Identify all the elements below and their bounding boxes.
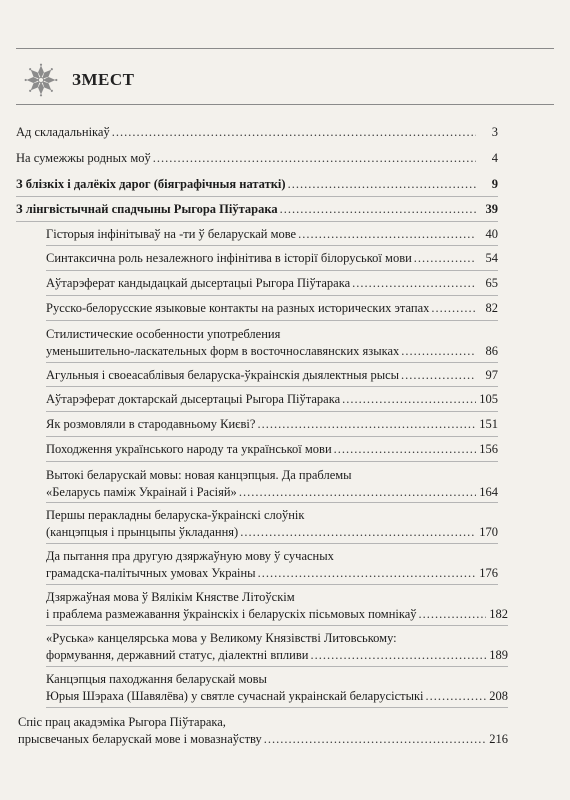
toc-entry-title-line: Да пытання пра другую дзяржаўную мову ў сучасных — [46, 549, 334, 563]
toc-entry-title: прысвечаных беларускай мове і мовазнаўству — [18, 732, 262, 746]
toc-entry-page: 97 — [485, 368, 498, 382]
toc-entry-title: Агульныя і своеасаблівыя беларуска-ўкраінскія дыялектныя рысы — [46, 368, 400, 382]
entry-divider — [46, 543, 498, 544]
toc-entry-title: «Беларусь паміж Украінай і Расіяй» — [46, 485, 237, 499]
dot-leader — [257, 416, 476, 433]
toc-entry-page: 182 — [489, 607, 508, 621]
entry-divider — [16, 196, 498, 197]
toc-entry-page: 208 — [489, 689, 508, 703]
toc-entry-title: грамадска-палітычных умовах Украіны — [46, 566, 256, 580]
toc-entry-page: 189 — [489, 648, 508, 662]
toc-entry-page: 9 — [491, 177, 498, 191]
toc-entry-page: 164 — [479, 485, 498, 499]
entry-divider — [46, 707, 508, 708]
entry-divider — [46, 386, 498, 387]
toc-entry-title: і праблема размежавання ўкраінскіх і беларускіх пісьмовых помнікаў — [46, 607, 417, 621]
toc-entry[interactable] — [46, 391, 498, 408]
toc-entry[interactable] — [46, 326, 498, 360]
dot-leader — [431, 300, 476, 317]
entry-divider — [46, 436, 498, 437]
toc-entry-title: Русско-белорусские языковые контакты на разных исторических этапах — [46, 301, 430, 315]
toc-entry-title: На сумежжы родных моў — [16, 151, 151, 165]
dot-leader — [419, 606, 486, 623]
toc-entry[interactable] — [46, 250, 498, 267]
entry-divider — [46, 295, 498, 296]
toc-entry-title-line: Стилистические особенности употребления — [46, 327, 281, 341]
toc-entry-title: Як розмовляли в стародавньому Києві? — [46, 417, 256, 431]
toc-entry-page: 3 — [491, 125, 498, 139]
toc-entry[interactable] — [46, 671, 508, 705]
toc-entry-title-line: Спіс прац акадэміка Рыгора Піўтарака, — [18, 715, 226, 729]
toc-entry-page: 65 — [485, 276, 498, 290]
dot-leader — [401, 367, 476, 384]
entry-divider — [46, 502, 498, 503]
toc-entry[interactable] — [46, 441, 498, 458]
toc-entry-page: 216 — [489, 732, 508, 746]
toc-entry-title: Синтаксична роль незалежного інфінітива в історії білоруської мови — [46, 251, 412, 265]
entry-divider — [46, 584, 498, 585]
entry-divider — [16, 221, 498, 222]
toc-entry-title-line: Вытокі беларускай мовы: новая канцэпцыя. Да праблемы — [46, 468, 352, 482]
toc-entry-title: Аўтарэферат доктарскай дысертацыі Рыгора Піўтарака — [46, 392, 341, 406]
dot-leader — [280, 201, 476, 218]
toc-entry[interactable] — [46, 507, 498, 541]
toc-entry[interactable] — [46, 630, 508, 664]
entry-divider — [46, 411, 498, 412]
dot-leader — [342, 391, 476, 408]
dot-leader — [239, 484, 476, 501]
dot-leader — [352, 275, 476, 292]
toc-entry[interactable] — [46, 300, 498, 317]
contents-title: ЗМЕСТ — [72, 70, 135, 89]
toc-entry-title: формування, державний статус, діалектні впливи — [46, 648, 309, 662]
toc-entry-title-line: Першы перакладны беларуска-ўкраінскі слоўнік — [46, 508, 305, 522]
toc-entry[interactable] — [46, 548, 498, 582]
toc-entry-title: З лінгвістычнай спадчыны Рыгора Піўтарака — [16, 202, 278, 216]
toc-entry[interactable] — [46, 226, 498, 243]
toc-entry-page: 105 — [479, 392, 498, 406]
entry-divider — [46, 320, 498, 321]
toc-entry-title-line: Канцэпцыя паходжання беларускай мовы — [46, 672, 267, 686]
toc-entry-title: (канцэпцыя і прынцыпы ўкладання) — [46, 525, 239, 539]
toc-entry[interactable] — [16, 150, 498, 167]
dot-leader — [153, 150, 476, 167]
toc-entry[interactable] — [16, 176, 498, 193]
dot-leader — [298, 226, 476, 243]
toc-entry-page: 151 — [479, 417, 498, 431]
toc-entry-title: Ад складальнікаў — [16, 125, 110, 139]
toc-entry-title-line: «Руська» канцелярська мова у Великому Князівстві Литовському: — [46, 631, 397, 645]
toc-entry-title: Аўтарэферат кандыдацкай дысертацыі Рыгора Піўтарака — [46, 276, 351, 290]
entry-divider — [46, 625, 508, 626]
toc-entry[interactable] — [46, 467, 498, 501]
toc-entry-title: Походження українського народу та української мови — [46, 442, 332, 456]
dot-leader — [112, 124, 476, 141]
dot-leader — [288, 176, 476, 193]
toc-entry[interactable] — [46, 589, 508, 623]
dot-leader — [414, 250, 476, 267]
toc-entry-page: 82 — [485, 301, 498, 315]
dot-leader — [401, 343, 476, 360]
entry-divider — [46, 666, 508, 667]
toc-entry[interactable] — [16, 201, 498, 218]
toc-entry-title: Гісторыя інфінітываў на -ти ў беларускай мове — [46, 227, 297, 241]
toc-entry[interactable] — [46, 367, 498, 384]
dot-leader — [240, 524, 476, 541]
toc-entry[interactable] — [18, 714, 508, 748]
toc-entry-title-line: Дзяржаўная мова ў Вялікім Княстве Літоўскім — [46, 590, 295, 604]
toc-entry-page: 176 — [479, 566, 498, 580]
toc-entry-page: 156 — [479, 442, 498, 456]
toc-entry-page: 40 — [485, 227, 498, 241]
toc-entry[interactable] — [16, 124, 498, 141]
dot-leader — [258, 565, 476, 582]
dot-leader — [334, 441, 476, 458]
toc-entry-title: уменьшительно-ласкательных форм в восточнославянских языках — [46, 344, 400, 358]
dot-leader — [426, 688, 486, 705]
toc-entry-page: 4 — [491, 151, 498, 165]
dot-leader — [310, 647, 486, 664]
toc-entry[interactable] — [46, 275, 498, 292]
toc-entry[interactable] — [46, 416, 498, 433]
toc-entry-page: 54 — [485, 251, 498, 265]
toc-entry-page: 86 — [485, 344, 498, 358]
entry-divider — [46, 270, 498, 271]
entry-divider — [46, 461, 498, 462]
dot-leader — [264, 731, 486, 748]
toc-entry-title: Юрыя Шэраха (Шавялёва) у святле сучаснай украінскай беларусістыкі — [46, 689, 424, 703]
toc-entry-title: З блізкіх і далёкіх дарог (біяграфічныя нататкі) — [16, 177, 286, 191]
toc-entry-page: 170 — [479, 525, 498, 539]
entry-divider — [46, 362, 498, 363]
entry-divider — [46, 245, 498, 246]
toc-entry-page: 39 — [485, 202, 498, 216]
